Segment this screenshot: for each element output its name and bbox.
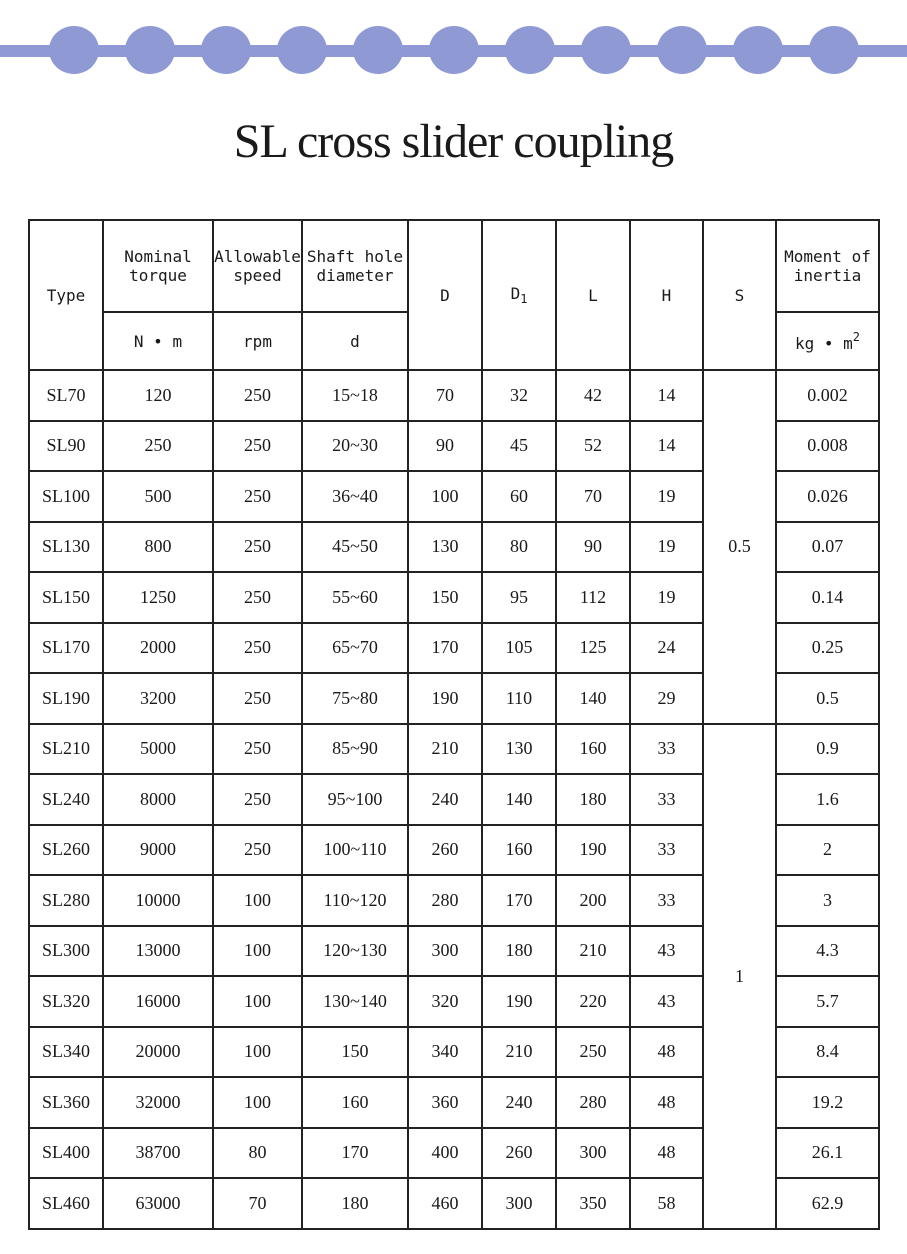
col-D1-sub: 1 [520,292,528,306]
cell-H: 48 [630,1077,703,1128]
unit-inertia-sup: 2 [852,329,861,344]
unit-inertia [776,312,879,370]
cell-type: SL320 [29,976,103,1027]
cell-type: SL240 [29,774,103,825]
cell-D: 70 [408,370,482,421]
cell-speed: 100 [213,1077,302,1128]
cell-D1: 210 [482,1027,556,1078]
cell-L: 350 [556,1178,630,1229]
cell-inertia: 3 [776,875,879,926]
cell-type: SL70 [29,370,103,421]
cell-D: 240 [408,774,482,825]
cell-D1: 260 [482,1128,556,1179]
cell-D1: 170 [482,875,556,926]
cell-D: 170 [408,623,482,674]
cell-type: SL460 [29,1178,103,1229]
cell-H: 48 [630,1128,703,1179]
table-row [29,724,879,775]
cell-D1: 180 [482,926,556,977]
cell-torque: 120 [103,370,213,421]
cell-inertia: 19.2 [776,1077,879,1128]
cell-inertia: 0.14 [776,572,879,623]
cell-d: 180 [302,1178,408,1229]
col-L: L [556,220,630,370]
cell-type: SL150 [29,572,103,623]
cell-D: 130 [408,522,482,573]
cell-speed: 100 [213,875,302,926]
cell-inertia: 2 [776,825,879,876]
cell-inertia: 0.008 [776,421,879,472]
cell-d: 55~60 [302,572,408,623]
cell-L: 70 [556,471,630,522]
cell-D: 360 [408,1077,482,1128]
cell-L: 300 [556,1128,630,1179]
cell-type: SL360 [29,1077,103,1128]
cell-type: SL100 [29,471,103,522]
cell-L: 250 [556,1027,630,1078]
decoration-beads [49,26,859,74]
cell-L: 140 [556,673,630,724]
cell-d: 100~110 [302,825,408,876]
cell-type: SL300 [29,926,103,977]
cell-D: 260 [408,825,482,876]
col-D1-base: D [510,284,521,303]
cell-speed: 100 [213,1027,302,1078]
cell-speed: 250 [213,673,302,724]
cell-H: 19 [630,572,703,623]
cell-D1: 130 [482,724,556,775]
cell-torque: 800 [103,522,213,573]
cell-type: SL130 [29,522,103,573]
cell-speed: 100 [213,976,302,1027]
cell-D: 280 [408,875,482,926]
cell-H: 58 [630,1178,703,1229]
cell-speed: 80 [213,1128,302,1179]
col-speed: Allowable speed [213,220,302,312]
cell-d: 170 [302,1128,408,1179]
cell-torque: 500 [103,471,213,522]
cell-inertia: 0.9 [776,724,879,775]
cell-type: SL190 [29,673,103,724]
cell-inertia: 4.3 [776,926,879,977]
cell-D1: 60 [482,471,556,522]
cell-L: 280 [556,1077,630,1128]
col-D1 [482,220,556,370]
cell-D1: 110 [482,673,556,724]
cell-torque: 5000 [103,724,213,775]
cell-D1: 160 [482,825,556,876]
cell-torque: 8000 [103,774,213,825]
col-torque: Nominal torque [103,220,213,312]
cell-L: 42 [556,370,630,421]
cell-D1: 140 [482,774,556,825]
cell-speed: 250 [213,572,302,623]
cell-torque: 32000 [103,1077,213,1128]
cell-H: 33 [630,774,703,825]
cell-speed: 70 [213,1178,302,1229]
cell-d: 20~30 [302,421,408,472]
header-bead-decoration [0,0,907,80]
cell-speed: 250 [213,421,302,472]
cell-D: 150 [408,572,482,623]
unit-speed: rpm [213,312,302,370]
cell-D: 400 [408,1128,482,1179]
cell-H: 19 [630,522,703,573]
cell-inertia: 0.5 [776,673,879,724]
cell-d: 150 [302,1027,408,1078]
col-inertia: Moment of inertia [776,220,879,312]
cell-inertia: 1.6 [776,774,879,825]
cell-H: 24 [630,623,703,674]
cell-inertia: 0.25 [776,623,879,674]
cell-D1: 32 [482,370,556,421]
cell-speed: 250 [213,774,302,825]
col-S: S [703,220,776,370]
table-body [29,370,879,1229]
cell-L: 52 [556,421,630,472]
cell-H: 19 [630,471,703,522]
unit-inertia-base: kg • m [794,333,853,353]
table-header-row [29,220,879,312]
cell-L: 125 [556,623,630,674]
cell-speed: 250 [213,623,302,674]
cell-d: 130~140 [302,976,408,1027]
cell-d: 95~100 [302,774,408,825]
cell-D1: 45 [482,421,556,472]
cell-type: SL400 [29,1128,103,1179]
cell-L: 200 [556,875,630,926]
cell-inertia: 0.07 [776,522,879,573]
cell-inertia: 0.026 [776,471,879,522]
cell-L: 160 [556,724,630,775]
col-D: D [408,220,482,370]
cell-H: 43 [630,926,703,977]
cell-torque: 13000 [103,926,213,977]
cell-d: 45~50 [302,522,408,573]
cell-torque: 2000 [103,623,213,674]
cell-d: 36~40 [302,471,408,522]
table-row [29,370,879,421]
cell-H: 14 [630,421,703,472]
cell-D: 190 [408,673,482,724]
cell-type: SL280 [29,875,103,926]
cell-L: 90 [556,522,630,573]
cell-L: 210 [556,926,630,977]
cell-speed: 250 [213,522,302,573]
cell-torque: 250 [103,421,213,472]
cell-H: 14 [630,370,703,421]
cell-inertia: 26.1 [776,1128,879,1179]
cell-speed: 250 [213,370,302,421]
cell-d: 160 [302,1077,408,1128]
cell-d: 85~90 [302,724,408,775]
cell-H: 29 [630,673,703,724]
cell-H: 33 [630,875,703,926]
cell-torque: 9000 [103,825,213,876]
cell-speed: 250 [213,724,302,775]
cell-H: 43 [630,976,703,1027]
col-shaft: Shaft hole diameter [302,220,408,312]
cell-type: SL340 [29,1027,103,1078]
cell-torque: 1250 [103,572,213,623]
cell-inertia: 8.4 [776,1027,879,1078]
cell-inertia: 0.002 [776,370,879,421]
cell-D1: 105 [482,623,556,674]
cell-type: SL170 [29,623,103,674]
cell-H: 33 [630,724,703,775]
cell-torque: 38700 [103,1128,213,1179]
cell-inertia: 62.9 [776,1178,879,1229]
cell-D1: 80 [482,522,556,573]
col-H: H [630,220,703,370]
cell-L: 220 [556,976,630,1027]
cell-S: 0.5 [703,370,776,724]
coupling-spec-table [28,219,880,1230]
cell-type: SL210 [29,724,103,775]
cell-S: 1 [703,724,776,1229]
cell-type: SL90 [29,421,103,472]
cell-d: 120~130 [302,926,408,977]
page-title: SL cross slider coupling [233,115,674,168]
cell-L: 180 [556,774,630,825]
cell-D1: 300 [482,1178,556,1229]
cell-inertia: 5.7 [776,976,879,1027]
cell-speed: 250 [213,471,302,522]
cell-D: 320 [408,976,482,1027]
unit-torque: N • m [103,312,213,370]
cell-d: 75~80 [302,673,408,724]
cell-speed: 250 [213,825,302,876]
cell-torque: 10000 [103,875,213,926]
cell-d: 15~18 [302,370,408,421]
cell-D1: 95 [482,572,556,623]
cell-torque: 63000 [103,1178,213,1229]
cell-D: 300 [408,926,482,977]
cell-D: 100 [408,471,482,522]
cell-L: 190 [556,825,630,876]
cell-d: 65~70 [302,623,408,674]
cell-torque: 20000 [103,1027,213,1078]
cell-speed: 100 [213,926,302,977]
cell-H: 48 [630,1027,703,1078]
unit-shaft: d [302,312,408,370]
cell-torque: 16000 [103,976,213,1027]
cell-d: 110~120 [302,875,408,926]
cell-torque: 3200 [103,673,213,724]
col-type: Type [29,220,103,370]
cell-D: 210 [408,724,482,775]
cell-D1: 190 [482,976,556,1027]
cell-H: 33 [630,825,703,876]
cell-D1: 240 [482,1077,556,1128]
cell-D: 340 [408,1027,482,1078]
cell-L: 112 [556,572,630,623]
cell-type: SL260 [29,825,103,876]
cell-D: 90 [408,421,482,472]
cell-D: 460 [408,1178,482,1229]
